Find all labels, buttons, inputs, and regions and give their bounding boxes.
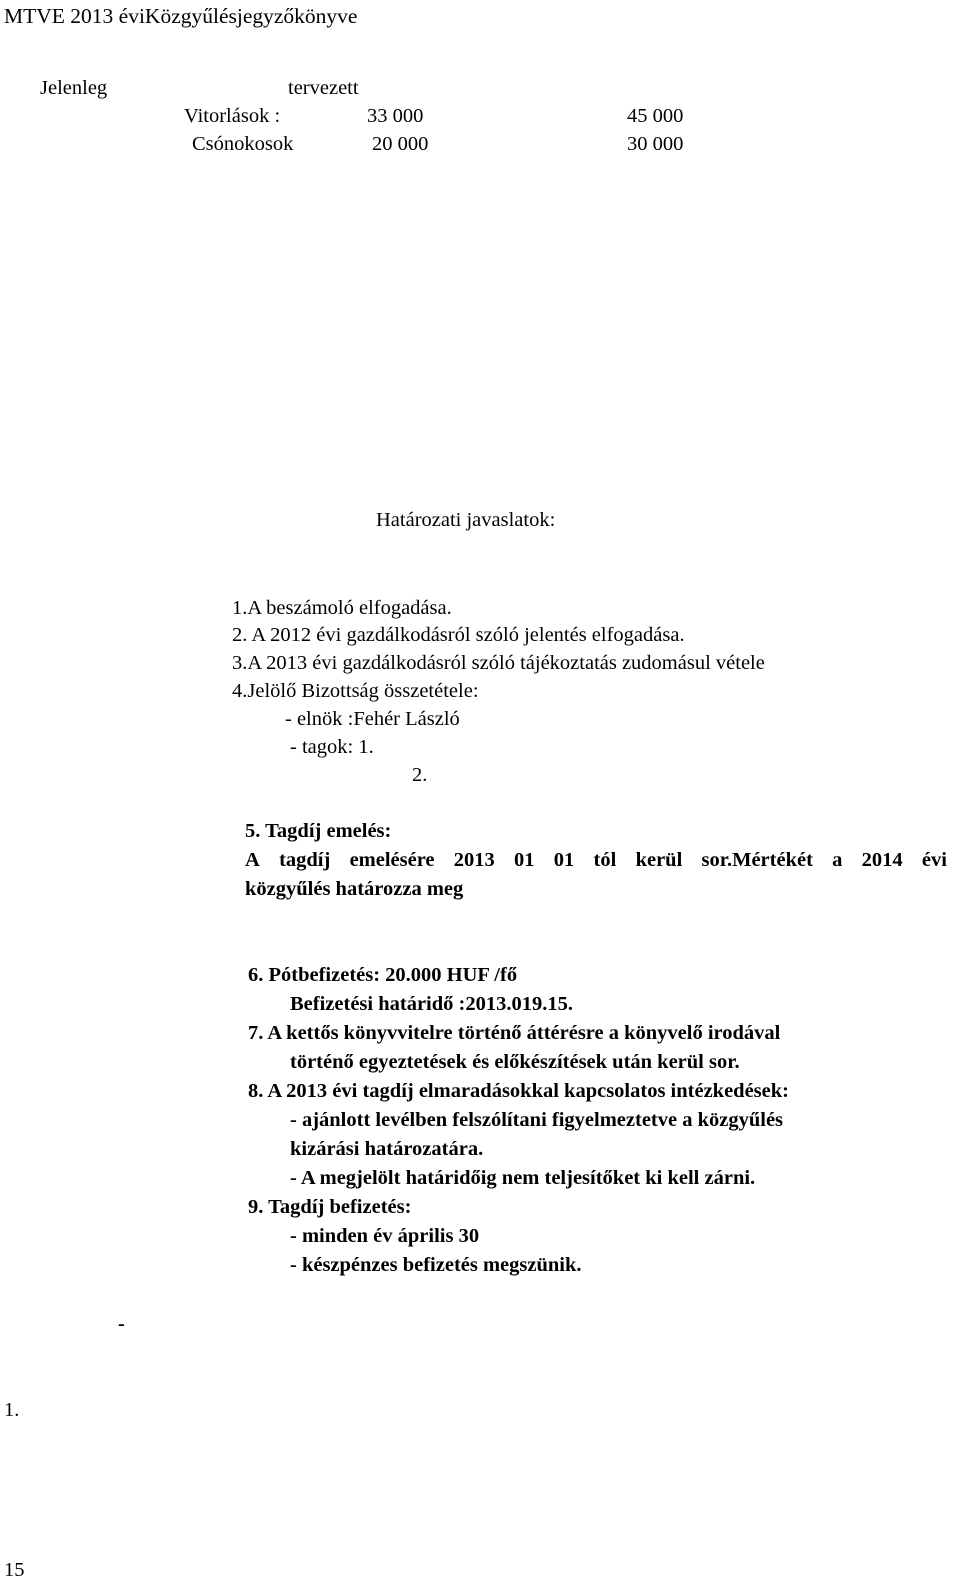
resolution-item-7: 7. A kettős könyvvitelre történő áttérésre a könyvelő irodával bbox=[248, 1022, 781, 1044]
resolution-item-6: 6. Pótbefizetés: 20.000 HUF /fő bbox=[248, 964, 518, 986]
resolution-item-8: 8. A 2013 évi tagdíj elmaradásokkal kapcsolatos intézkedések: bbox=[248, 1080, 789, 1102]
row-label: Vitorlások : bbox=[184, 105, 281, 127]
row-planned: 30 000 bbox=[627, 133, 684, 155]
resolution-item-8-line: - ajánlott levélben felszólítani figyelmeztetve a közgyűlés bbox=[290, 1109, 784, 1131]
resolution-item-9: 9. Tagdíj befizetés: bbox=[248, 1196, 412, 1218]
resolutions-heading: Határozati javaslatok: bbox=[376, 509, 556, 531]
row-current: 33 000 bbox=[367, 105, 424, 127]
payment-deadline: Befizetési határidő :2013.019.15. bbox=[290, 993, 573, 1015]
resolution-item-8-line: kizárási határozatára. bbox=[290, 1138, 484, 1160]
resolution-item-9-line: - készpénzes befizetés megszünik. bbox=[290, 1254, 582, 1276]
committee-chair: - elnök :Fehér László bbox=[285, 708, 460, 730]
stray-dash: - bbox=[118, 1313, 125, 1335]
resolution-item-9-line: - minden év április 30 bbox=[290, 1225, 480, 1247]
resolution-item-7-cont: történő egyeztetések és előkészítések után kerül sor. bbox=[290, 1051, 740, 1073]
committee-members: - tagok: 1. bbox=[290, 736, 374, 758]
page-number: 15 bbox=[4, 1559, 25, 1581]
fee-increase-text: A tagdíj emelésére 2013 01 01 tól kerül sor.Mértékét a 2014 évi bbox=[245, 849, 947, 871]
stray-number: 1. bbox=[4, 1399, 20, 1421]
resolution-item-8-line: - A megjelölt határidőig nem teljesítőket ki kell zárni. bbox=[290, 1167, 756, 1189]
col-current-header: Jelenleg bbox=[40, 77, 108, 99]
committee-member-2: 2. bbox=[412, 764, 428, 786]
resolution-item-2: 2. A 2012 évi gazdálkodásról szóló jelentés elfogadása. bbox=[232, 624, 685, 646]
resolution-item-1: 1.A beszámoló elfogadása. bbox=[232, 597, 452, 619]
page-header: MTVE 2013 éviKözgyűlésjegyzőkönyve bbox=[4, 4, 358, 28]
resolution-item-4: 4.Jelölő Bizottság összetétele: bbox=[232, 680, 479, 702]
resolution-item-3: 3.A 2013 évi gazdálkodásról szóló tájékoztatás zudomásul vétele bbox=[232, 652, 765, 674]
col-planned-header: tervezett bbox=[288, 77, 359, 99]
row-label: Csónokosok bbox=[192, 133, 294, 155]
fee-increase-text-cont: közgyűlés határozza meg bbox=[245, 878, 464, 900]
resolution-item-5: 5. Tagdíj emelés: bbox=[245, 820, 392, 842]
row-planned: 45 000 bbox=[627, 105, 684, 127]
row-current: 20 000 bbox=[372, 133, 429, 155]
